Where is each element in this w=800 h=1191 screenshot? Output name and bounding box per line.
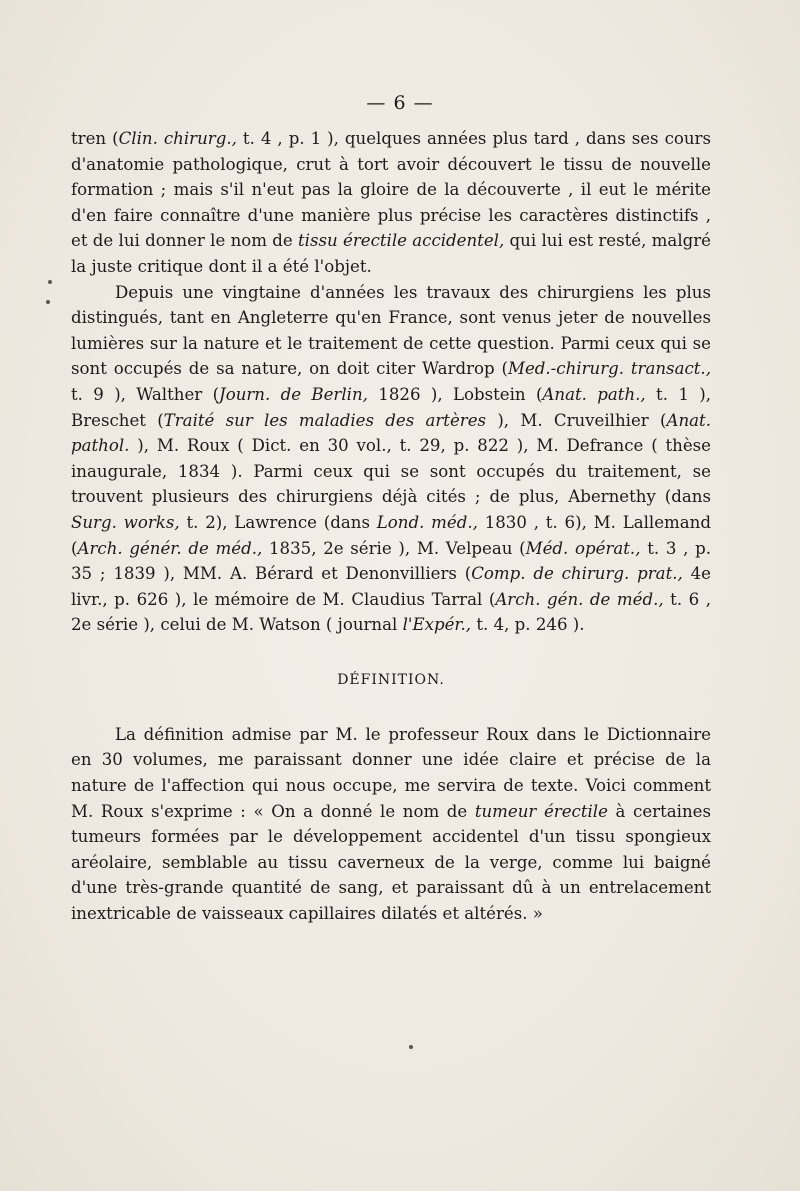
text-run: tren ( — [71, 129, 119, 148]
text-run: Depuis une vingtaine d'années les travaux des chirurgiens les plus distingués, tant en Angleterre qu'en France, sont venus jeter de nouvelles lumières sur la nature et le traitement de cette question. Parmi ceux qui se sont occupés de sa nature, on doit citer Wardrop ( — [71, 282, 711, 379]
citation-italic: Med.-chirurg. transact., — [507, 359, 711, 379]
text-run: à certaines tumeurs formées par le développement accidentel d'un tissu spongieux aréolaire, semblable au tissu caverneux de la verge, comme lui baigné d'une très-grande quantité de sang, et paraissant dû à un entrelacement inextricable de vaisseaux capillaires dilatés et altérés. » — [71, 801, 711, 924]
body-text — [71, 126, 711, 927]
text-run: t. 4 , p. 1 ), quelques années plus tard , dans ses cours d'anatomie pathologique, crut à tort avoir découvert le tissu de nouvelle formation ; mais s'il n'eut pas la gloire de la découverte , il eut le mérite d'en faire connaître d'une manière plus précise les caractères distinctifs , et de lui donner le nom de — [71, 129, 711, 251]
text-run: t. 4, p. 246 ). — [471, 615, 585, 635]
print-speck — [46, 300, 50, 304]
citation-italic: Clin. chirurg., — [118, 129, 237, 148]
citation-italic: Méd. opérat., — [525, 538, 641, 558]
text-run: qui lui est resté, malgré la juste critique dont il a été l'objet. — [71, 231, 711, 276]
print-speck — [48, 280, 52, 284]
citation-italic: Lond. méd., — [376, 512, 478, 532]
text-run: 1826 ), Lobstein ( — [367, 384, 543, 404]
print-speck — [409, 1045, 413, 1049]
text-run: t. 9 ), Walther ( — [71, 384, 220, 404]
citation-italic: tissu érectile accidentel, — [298, 231, 505, 251]
text-run: t. 2), Lawrence (dans — [179, 512, 377, 532]
citation-italic: Surg. works, — [71, 512, 180, 532]
text-run: ), M. Roux ( Dict. en 30 vol., t. 29, p. 822 ), M. Defrance ( thèse inaugurale, 1834 ). Parmi ceux qui se sont occupés du traitement, se trouvent plusieurs des chirurgiens déjà cités ; de plus, Abernethy (dans — [71, 436, 711, 507]
text-run: ), M. Cruveilhier ( — [486, 410, 667, 430]
text-run: 1835, 2e série ), M. Velpeau ( — [262, 538, 526, 558]
citation-italic: Comp. de chirurg. prat., — [471, 564, 683, 584]
paragraph-3 — [71, 722, 711, 927]
section-heading-definition: DÉFINITION. — [337, 671, 445, 688]
paragraph-2 — [71, 280, 711, 638]
text-run: t. 1 ), Breschet ( — [71, 384, 711, 430]
text-run: t. 6 , 2e série ), celui de M. Watson ( journal — [71, 589, 711, 635]
citation-italic: Anat. path., — [542, 384, 646, 404]
page-number: — 6 — — [366, 92, 434, 114]
citation-italic: Anat. pathol. — [71, 410, 711, 456]
citation-italic: Arch. génér. de méd., — [77, 538, 263, 558]
text-run: 4e livr., p. 626 ), le mémoire de M. Claudius Tarral ( — [71, 564, 711, 609]
citation-italic: Traité sur les maladies des artères — [163, 410, 487, 430]
text-run: La définition admise par M. le professeur Roux dans le Dictionnaire en 30 volumes, me paraissant donner une idée claire et précise de la nature de l'affection qui nous occupe, me servira de texte. Voici comment M. Roux s'exprime : « On a donné le nom de — [71, 724, 711, 821]
citation-italic: l'Expér., — [402, 615, 472, 635]
citation-italic: tumeur érectile — [474, 801, 608, 821]
text-run: 1830 , t. 6), M. Lallemand ( — [71, 512, 711, 558]
citation-italic: Arch. gén. de méd., — [495, 589, 664, 609]
paragraph-1 — [71, 126, 711, 280]
text-run: t. 3 , p. 35 ; 1839 ), MM. A. Bérard et Denonvilliers ( — [71, 538, 711, 584]
citation-italic: Journ. de Berlin, — [219, 384, 368, 404]
